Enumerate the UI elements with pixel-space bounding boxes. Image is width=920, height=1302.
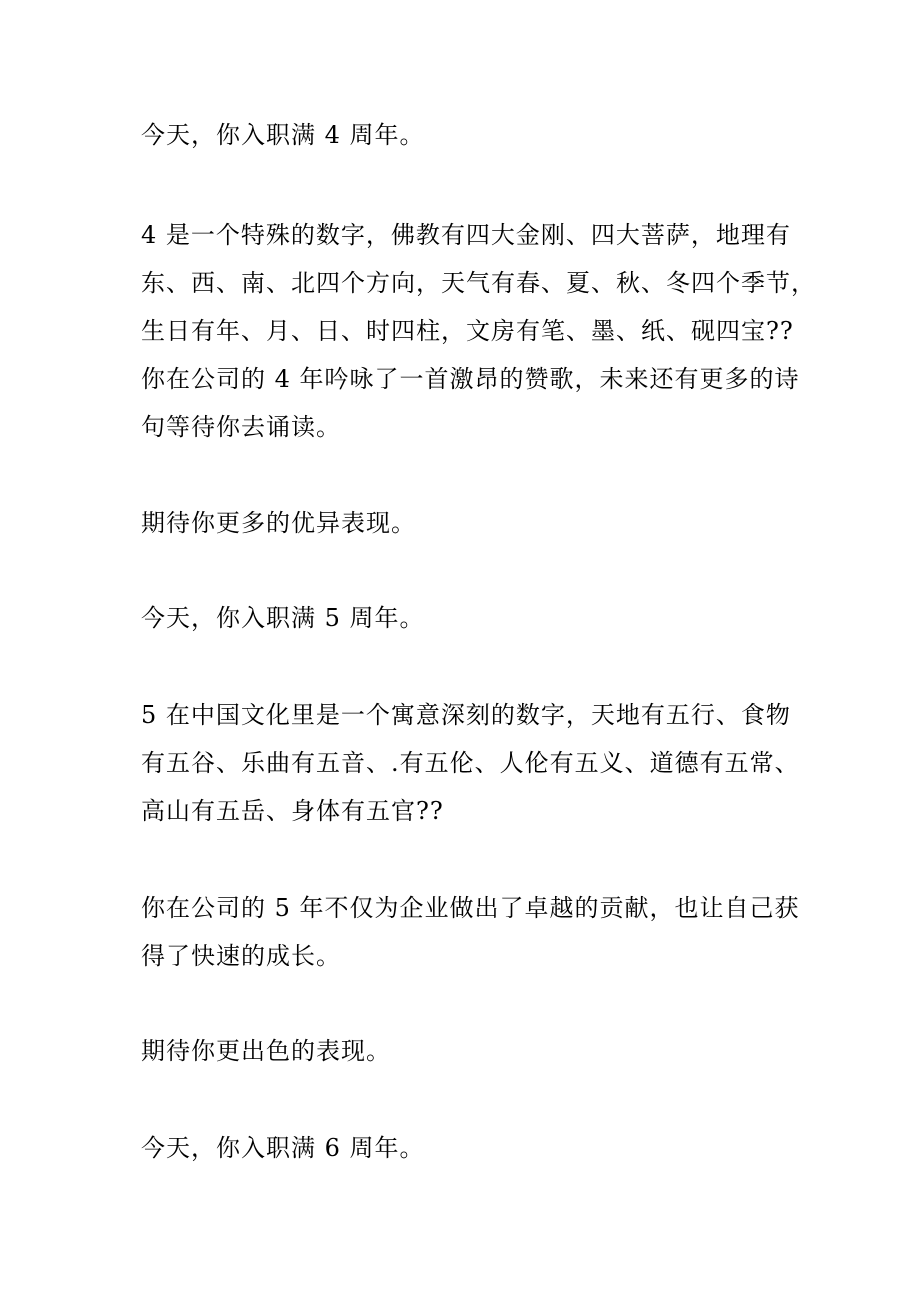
text-line: 东、西、南、北四个方向，天气有春、夏、秋、冬四个季节， xyxy=(141,269,816,297)
text-line: 4 是一个特殊的数字，佛教有四大金刚、四大菩萨，地理有 xyxy=(141,221,791,249)
paragraph-anniversary-4-intro xyxy=(141,111,801,159)
paragraph-expectation-5 xyxy=(141,1027,801,1075)
paragraph-expectation-4 xyxy=(141,499,801,547)
text-line: 今天，你入职满 4 周年。 xyxy=(141,121,425,149)
text-line: 句等待你去诵读。 xyxy=(141,413,341,441)
text-line: 有五谷、乐曲有五音、.有五伦、人伦有五义、道德有五常、 xyxy=(141,749,800,777)
paragraph-anniversary-6-intro xyxy=(141,1124,801,1172)
paragraph-number-4-meaning xyxy=(141,211,816,451)
text-line: 今天，你入职满 5 周年。 xyxy=(141,604,425,632)
text-line: 今天，你入职满 6 周年。 xyxy=(141,1134,425,1162)
text-line: 高山有五岳、身体有五官?? xyxy=(141,797,444,825)
text-line: 5 在中国文化里是一个寓意深刻的数字，天地有五行、食物 xyxy=(141,701,791,729)
text-line: 期待你更出色的表现。 xyxy=(141,1037,391,1065)
text-line: 期待你更多的优异表现。 xyxy=(141,509,416,537)
paragraph-contribution-5 xyxy=(141,884,801,980)
paragraph-anniversary-5-intro xyxy=(141,594,801,642)
text-line: 你在公司的 5 年不仅为企业做出了卓越的贡献，也让自己获 xyxy=(141,894,800,922)
text-line: 你在公司的 4 年吟咏了一首激昂的赞歌，未来还有更多的诗 xyxy=(141,365,800,393)
text-line: 生日有年、月、日、时四柱，文房有笔、墨、纸、砚四宝?? xyxy=(141,317,794,345)
paragraph-number-5-meaning xyxy=(141,691,801,835)
text-line: 得了快速的成长。 xyxy=(141,942,341,970)
